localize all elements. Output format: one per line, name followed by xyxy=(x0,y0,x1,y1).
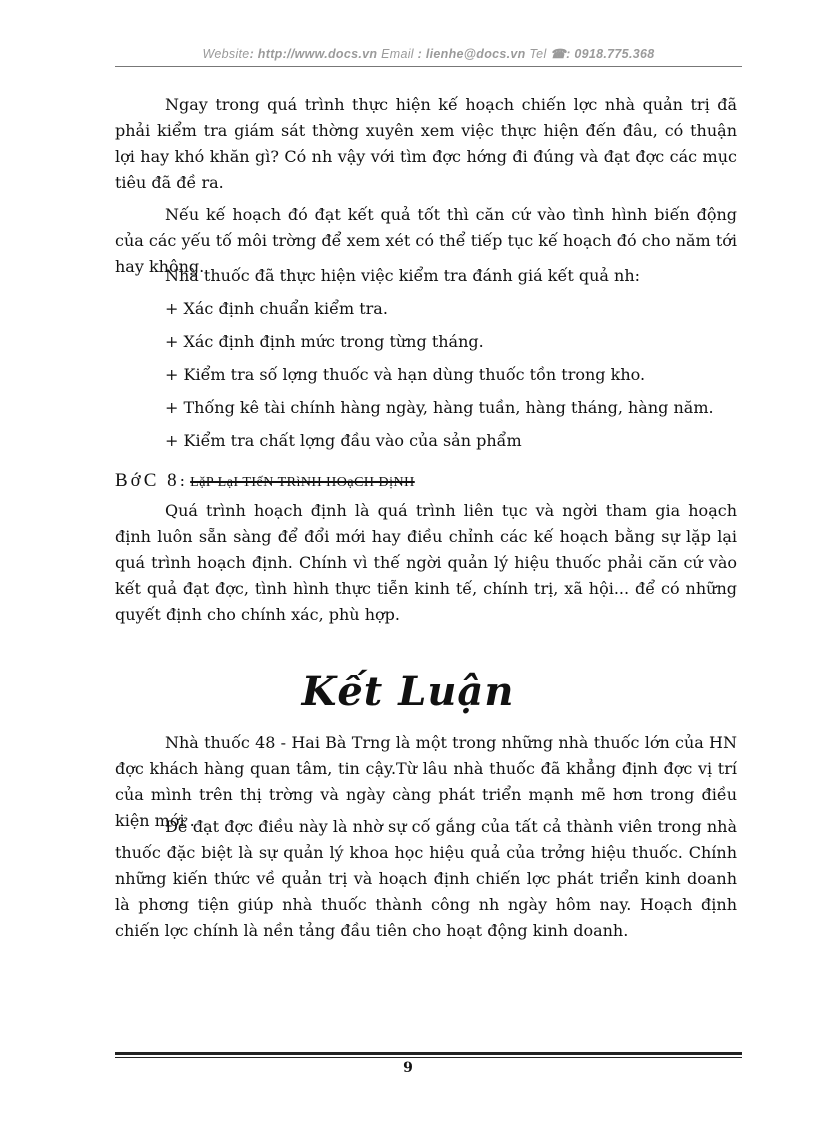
header-divider xyxy=(115,66,742,67)
list-item: + Kiểm tra chất lợng đầu vào của sản phẩm xyxy=(165,431,522,450)
tel-label: Tel xyxy=(525,47,551,61)
step-label: BớC 8 xyxy=(115,470,180,491)
footer-divider-thick xyxy=(115,1052,742,1055)
website-label: Website xyxy=(202,47,250,61)
email-address: : lienhe@docs.vn xyxy=(413,47,526,61)
step-title: LặP LạI TIếN TRìNH HOạCH ĐịNH xyxy=(190,475,415,490)
phone-number: ☎: 0918.775.368 xyxy=(550,47,655,61)
list-item: + Thống kê tài chính hàng ngày, hàng tuần, hàng tháng, hàng năm. xyxy=(165,398,714,417)
paragraph-planning-process: Quá trình hoạch định là quá trình liên tục và ngời tham gia hoạch định luôn sẵn sàng để đổi mới hay điều chỉnh các kế hoạch bằng sự lặp lại quá trình hoạch định. Chính vì thế ngời quản lý hiệu thuốc phải căn cứ vào kết quả đạt đợc, tình hình thực tiễn kinh tế, chính trị, xã hội... để có những quyết định cho chính xác, phù hợp. xyxy=(115,501,737,624)
list-item: + Xác định chuẩn kiểm tra. xyxy=(165,299,388,318)
footer-divider-thin xyxy=(115,1057,742,1058)
section-heading xyxy=(115,470,415,494)
paragraph-success: Để đạt đợc điều này là nhờ sự cố gắng của tất cả thành viên trong nhà thuốc đặc biệt là sự quản lý khoa học hiệu quả của trởng hiệu thuốc. Chính những kiến thức về quản trị và hoạch định chiến lợc phát triển kinh doanh là phơng tiện giúp nhà thuốc thành công nh ngày hôm nay. Hoạch định chiến lợc chính là nền tảng đầu tiên cho hoạt động kinh doanh. xyxy=(115,817,737,940)
conclusion-title: Kết Luận xyxy=(301,668,515,715)
paragraph-result: Nếu kế hoạch đó đạt kết quả tốt thì căn cứ vào tình hình biến động của các yếu tố môi trờng để xem xét có thể tiếp tục kế hoạch đó cho năm tới hay không. xyxy=(115,205,737,276)
paragraph-monitoring: Ngay trong quá trình thực hiện kế hoạch chiến lợc nhà quản trị đã phải kiểm tra giám sát thờng xuyên xem việc thực hiện đến đâu, có thuận lợi hay khó khăn gì? Có nh vậy với tìm đợc hớng đi đúng và đạt đợc các mục tiêu đã đề ra. xyxy=(115,95,737,192)
step-separator: : xyxy=(179,471,191,490)
paragraph-pharmacy: Nhà thuốc 48 - Hai Bà Trng là một trong những nhà thuốc lớn của HN đợc khách hàng quan tâm, tin cậy.Từ lâu nhà thuốc đã khẳng định đợc vị trí của mình trên thị trờng và ngày càng phát triển mạnh mẽ hơn trong điều kiện mới . xyxy=(115,733,737,830)
email-label: Email xyxy=(377,47,414,61)
paragraph-evaluation-intro: Nhà thuốc đã thực hiện việc kiểm tra đánh giá kết quả nh: xyxy=(165,266,641,285)
list-item: + Xác định định mức trong từng tháng. xyxy=(165,332,484,351)
website-url: : http://www.docs.vn xyxy=(249,47,378,61)
list-item: + Kiểm tra số lợng thuốc và hạn dùng thuốc tồn trong kho. xyxy=(165,365,646,384)
page-number: 9 xyxy=(403,1060,413,1076)
page-header xyxy=(115,46,742,61)
